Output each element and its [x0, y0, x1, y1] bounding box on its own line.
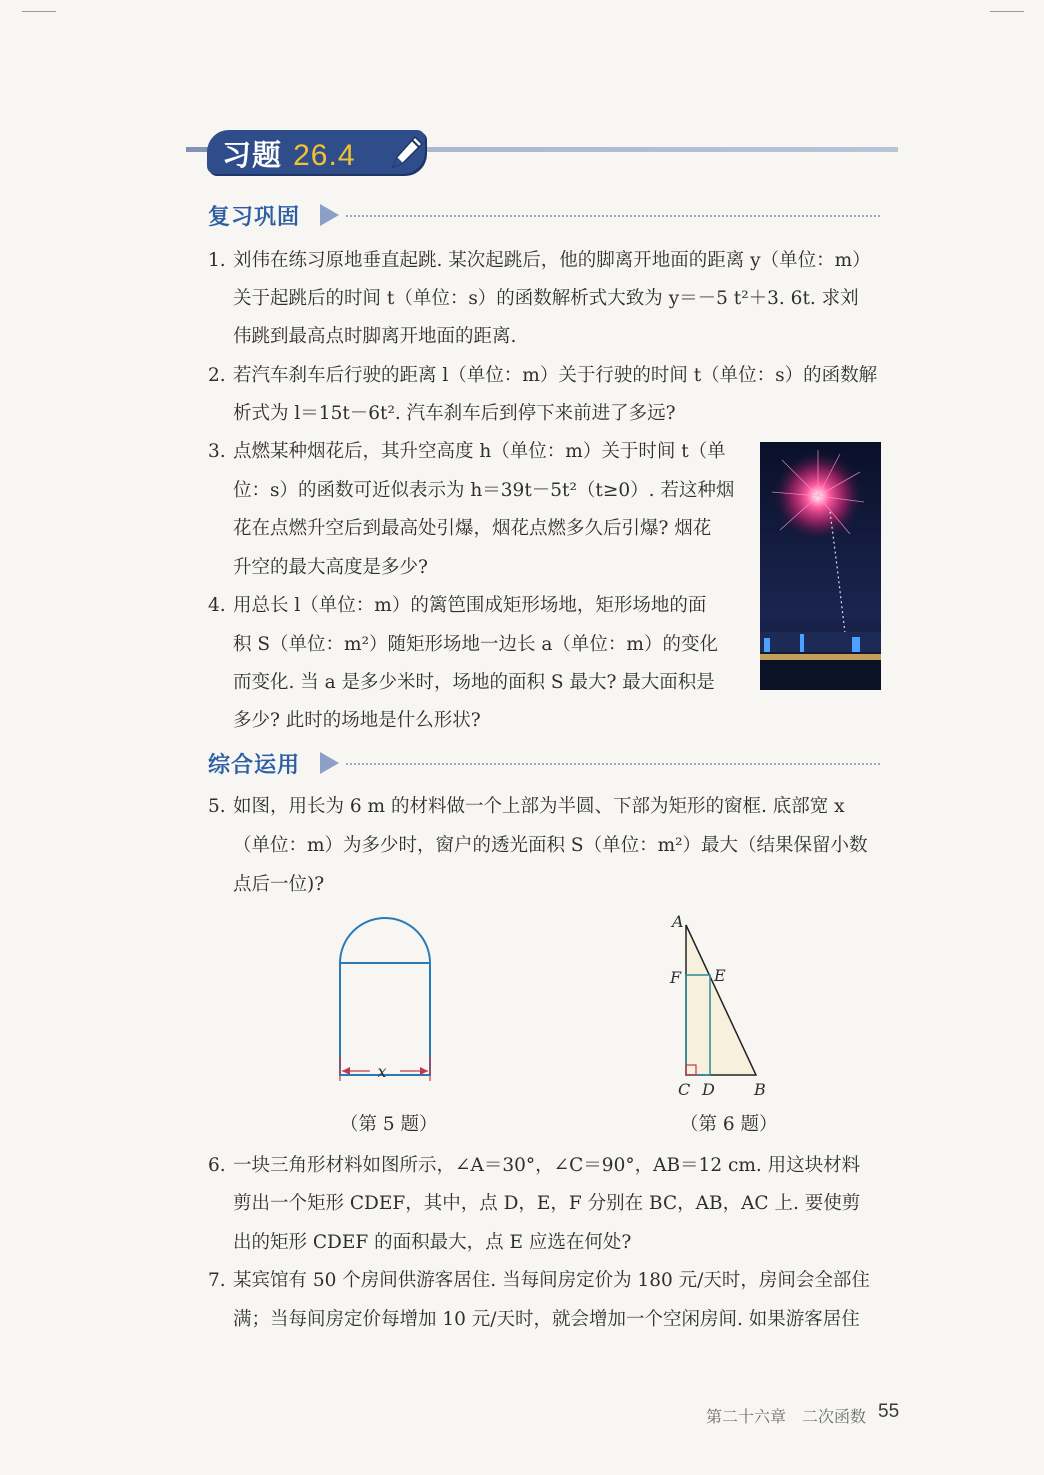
- problem-4-number: 4.: [208, 595, 226, 616]
- figure-6-label-D: D: [702, 1080, 715, 1099]
- problem-3-line-2: 位：s）的函数可近似表示为 h＝39t－5t²（t≥0）. 若这种烟: [233, 480, 735, 501]
- section-apply-label: 综合运用: [208, 753, 301, 778]
- exercise-title: [222, 133, 356, 174]
- figure-6-label-A: A: [672, 912, 684, 931]
- exercise-number: 26.4: [293, 139, 356, 172]
- problem-4-line-3: 而变化. 当 a 是多少米时，场地的面积 S 最大? 最大面积是: [233, 672, 715, 693]
- problem-5-line-2: （单位：m）为多少时，窗户的透光面积 S（单位：m²）最大（结果保留小数: [233, 835, 868, 856]
- problem-4-line-1: 用总长 l（单位：m）的篱笆围成矩形场地，矩形场地的面: [233, 595, 707, 616]
- crop-mark-right: [990, 11, 1024, 12]
- figure-5-caption: （第 5 题）: [340, 1114, 438, 1135]
- section-review-label: 复习巩固: [208, 205, 301, 230]
- figure-6-label-C: C: [678, 1080, 691, 1099]
- problem-3-line-4: 升空的最大高度是多少?: [233, 557, 428, 578]
- figure-6-caption: （第 6 题）: [680, 1114, 778, 1135]
- problem-1-line-2: 关于起跳后的时间 t（单位：s）的函数解析式大致为 y＝－5 t²＋3. 6t. 求刘: [233, 288, 859, 309]
- problem-2-line-2: 析式为 l＝15t－6t². 汽车刹车后到停下来前进了多远?: [233, 403, 676, 424]
- problem-6-number: 6.: [208, 1155, 226, 1176]
- problem-3-line-1: 点燃某种烟花后，其升空高度 h（单位：m）关于时间 t（单: [233, 441, 726, 462]
- dotted-rule: [346, 763, 880, 765]
- problem-2-line-1: 若汽车刹车后行驶的距离 l（单位：m）关于行驶的时间 t（单位：s）的函数解: [233, 365, 878, 386]
- pencil-icon: [385, 131, 427, 173]
- chapter-title: 第二十六章 二次函数: [706, 1407, 867, 1426]
- dotted-rule: [346, 215, 880, 217]
- problem-6-line-3: 出的矩形 CDEF 的面积最大，点 E 应选在何处?: [233, 1232, 632, 1253]
- figure-6-label-F: F: [670, 968, 682, 987]
- play-triangle-icon: [320, 752, 339, 774]
- problem-2-number: 2.: [208, 365, 226, 386]
- page-number: 55: [878, 1401, 900, 1422]
- problem-7-number: 7.: [208, 1270, 226, 1291]
- problem-3-number: 3.: [208, 441, 226, 462]
- problem-6-line-2: 剪出一个矩形 CDEF，其中，点 D，E，F 分别在 BC，AB，AC 上. 要使剪: [233, 1193, 861, 1214]
- figure-6-triangle: [660, 905, 780, 1105]
- problem-4-line-2: 积 S（单位：m²）随矩形场地一边长 a（单位：m）的变化: [233, 634, 718, 655]
- problem-6-line-1: 一块三角形材料如图所示，∠A＝30°，∠C＝90°，AB＝12 cm. 用这块材料: [233, 1155, 861, 1176]
- fireworks-photo: [760, 442, 881, 690]
- section-apply: [208, 748, 880, 780]
- figure-6-label-B: B: [754, 1080, 766, 1099]
- problem-1-line-3: 伟跳到最高点时脚离开地面的距离.: [233, 326, 517, 347]
- problem-4-line-4: 多少? 此时的场地是什么形状?: [233, 710, 481, 731]
- problem-7-line-2: 满；当每间房定价每增加 10 元/天时，就会增加一个空闲房间. 如果游客居住: [233, 1309, 860, 1330]
- problem-5-line-3: 点后一位)?: [233, 874, 325, 895]
- problem-5-line-1: 如图，用长为 6 m 的材料做一个上部为半圆、下部为矩形的窗框. 底部宽 x: [233, 796, 845, 817]
- exercise-title-text: 习题: [222, 138, 283, 172]
- crop-mark-left: [22, 11, 56, 12]
- figure-6-label-E: E: [714, 966, 726, 985]
- figure-5-window: [330, 905, 440, 1095]
- problem-5-number: 5.: [208, 796, 226, 817]
- problem-3-line-3: 花在点燃升空后到最高处引爆，烟花点燃多久后引爆? 烟花: [233, 518, 712, 539]
- problem-7-line-1: 某宾馆有 50 个房间供游客居住. 当每间房定价为 180 元/天时，房间会全部住: [233, 1270, 870, 1291]
- problem-1-number: 1.: [208, 250, 226, 271]
- section-review: [208, 200, 880, 232]
- problem-1-line-1: 刘伟在练习原地垂直起跳. 某次起跳后，他的脚离开地面的距离 y（单位：m）: [233, 250, 871, 271]
- play-triangle-icon: [320, 204, 339, 226]
- figure-5-label-x: x: [377, 1062, 387, 1081]
